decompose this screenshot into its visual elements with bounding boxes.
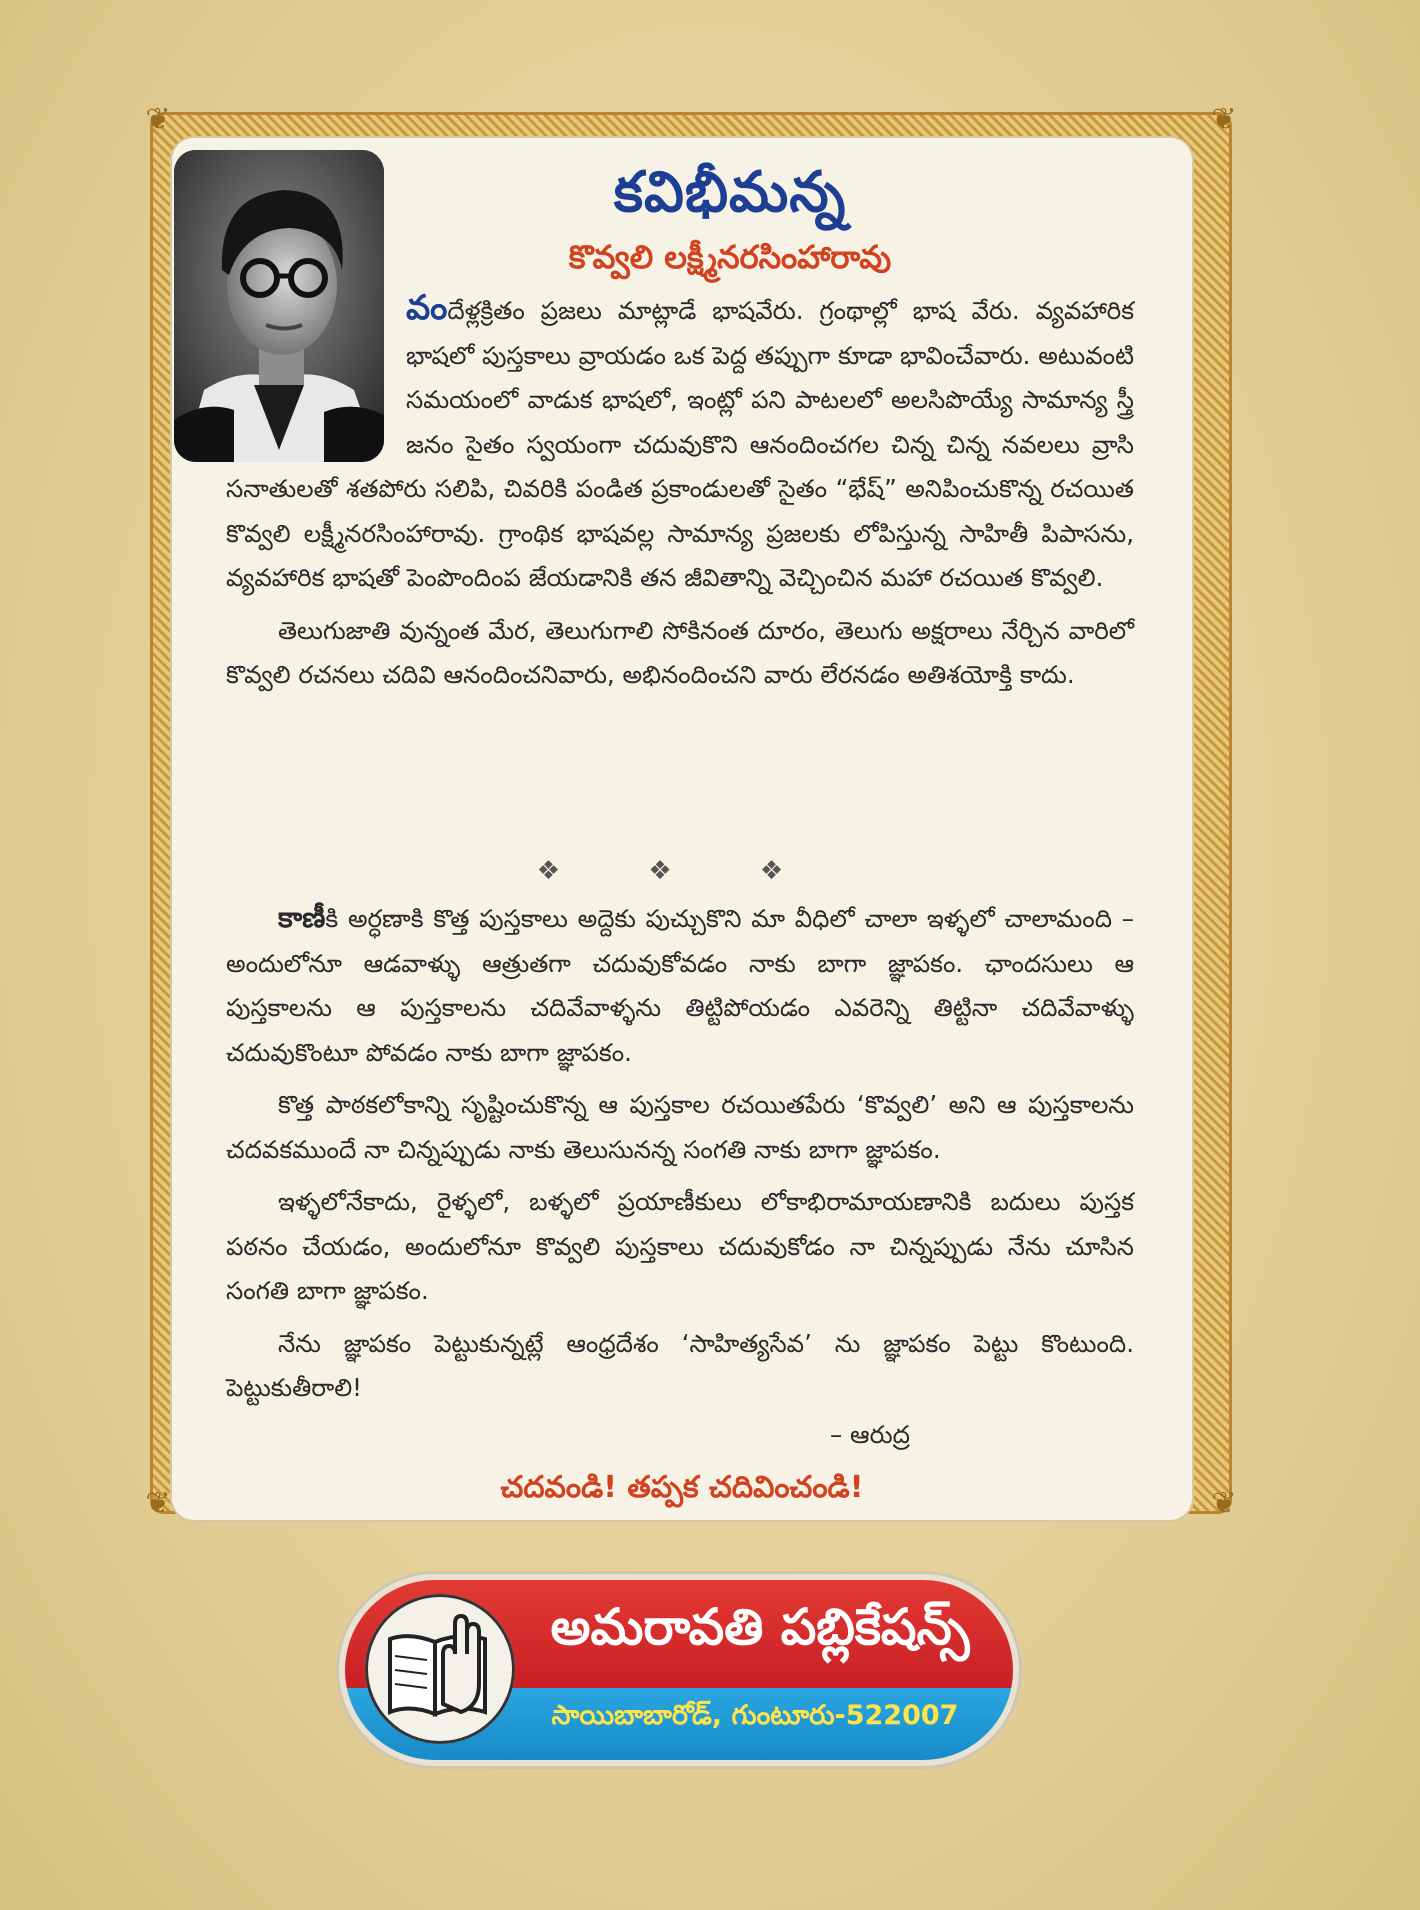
signature: – ఆరుద్ర — [830, 1420, 910, 1449]
corner-ornament-icon: ❦ — [145, 1486, 171, 1521]
corner-ornament-icon: ❦ — [1211, 102, 1237, 137]
memoir-section — [226, 896, 1134, 1419]
intro-paragraph-2: తెలుగుజాతి వున్నంత మేర, తెలుగుగాలి సోకినంత దూరం, తెలుగు అక్షరాలు నేర్చిన వారిలో కొవ్వలి రచనలు చదివి ఆనందించనివారు, అభినందించని వారు లేరనడం అతిశయోక్తి కాదు. — [226, 615, 1134, 689]
publisher-name: అమరావతి పబ్లికేషన్స్ — [550, 1598, 970, 1656]
author-name: కొవ్వలి లక్ష్మీనరసింహారావు — [568, 238, 892, 276]
hand-book-icon — [365, 1594, 515, 1744]
intro-section — [226, 286, 1134, 706]
publisher-badge — [345, 1580, 1013, 1760]
memoir-paragraph-3: ఇళ్ళలోనేకాదు, రైళ్ళలో, బళ్ళలో ప్రయాణీకులు లోకాభిరామాయణానికి బదులు పుస్తక పఠనం చేయడం, అందులోనూ కొవ్వలి పుస్తకాలు చదువుకోడం నా చిన్నప్పుడు నేను చూసిన సంగతి బాగా జ్ఞాపకం. — [226, 1187, 1134, 1305]
hand-book-logo-icon — [365, 1594, 515, 1744]
photo-spacer — [226, 286, 406, 464]
memoir-paragraph-4: నేను జ్ఞాపకం పెట్టుకున్నట్లే ఆంధ్రదేశం ‘సాహిత్యసేవ’ ను జ్ఞాపకం పెట్టు కొంటుంది. పెట్టుకుతీరాలి! — [226, 1328, 1134, 1402]
memoir-paragraph-1 — [226, 896, 1134, 1075]
memoir-paragraph-1-text: కి అర్ధణాకి కొత్త పుస్తకాలు అద్దెకు పుచ్చుకొని మా వీధిలో చాలా ఇళ్ళలో చాలామంది – అందులోనూ ఆడవాళ్ళు ఆత్రుతగా చదువుకోవడం నాకు బాగా జ్ఞాపకం. ఛాందసులు ఆ పుస్తకాలను ఆ పుస్తకాలను చదివేవాళ్ళను తిట్టిపోయడం ఎవరెన్ని తిట్టినా చదివేవాళ్ళు చదువుకొంటూ పోవడం నాకు బాగా జ్ఞాపకం. — [226, 904, 1134, 1067]
section-separator: ❖ ❖ ❖ — [536, 856, 824, 886]
corner-ornament-icon: ❦ — [145, 102, 171, 137]
slogan: చదవండి! తప్పక చదివించండి! — [500, 1470, 864, 1505]
memoir-paragraph-2: కొత్త పాఠకలోకాన్ని సృష్టించుకొన్న ఆ పుస్తకాల రచయితపేరు ‘కొవ్వలి’ అని ఆ పుస్తకాలను చదవకముందే నా చిన్నప్పుడు నాకు తెలుసునన్న సంగతి నాకు బాగా జ్ఞాపకం. — [226, 1090, 1134, 1164]
page-title: కవిభీమన్న — [613, 160, 847, 225]
publisher-address: సాయిబాబారోడ్, గుంటూరు-522007 — [551, 1700, 959, 1731]
intro-paragraph: వందేళ్లక్రితం ప్రజలు మాట్లాడే భాషవేరు. గ్రంథాల్లో భాష వేరు. వ్యవహారిక భాషలో పుస్తకాలు వ్రాయడం ఒక పెద్ద తప్పుగా కూడా భావించేవారు. అటువంటి సమయంలో వాడుక భాషలో, ఇంట్లో పని పాటలలో అలసిపొయ్యే సామాన్య స్త్రీ జనం సైతం స్వయంగా చదువుకొని ఆనందించగల చిన్న చిన్న నవలలు వ్రాసి సనాతులతో శతపోరు సలిపి, చివరికి పండిత ప్రకాండులతో సైతం “భేష్” అనిపించుకొన్న రచయిత కొవ్వలి లక్ష్మీనరసింహారావు. గ్రాంథిక భాషవల్ల సామాన్య ప్రజలకు లోపిస్తున్న సాహితీ పిపాసను, వ్యవహారిక భాషతో పెంపొందింప జేయడానికి తన జీవితాన్ని వెచ్చించిన మహా రచయిత కొవ్వలి. — [226, 288, 1134, 592]
memoir-lead-word: కాణీ — [278, 901, 326, 934]
corner-ornament-icon: ❦ — [1211, 1486, 1237, 1521]
